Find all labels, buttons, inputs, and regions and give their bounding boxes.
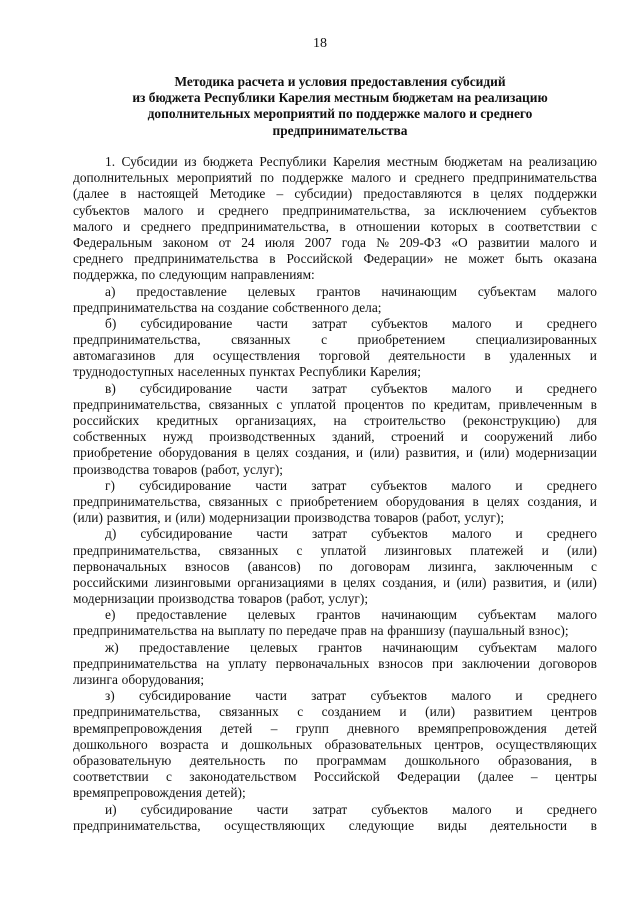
- body-line: времяпрепровождения детей);: [73, 785, 246, 801]
- body-line: 1. Субсидии из бюджета Республики Карелия местным бюджетам на реализацию: [105, 154, 597, 169]
- body-line: е) предоставление целевых грантов начинающим субъектам малого: [105, 607, 597, 623]
- body-line: предпринимательства, связанных с уплатой процентов по кредитам, привлеченным в: [73, 396, 597, 412]
- body-line: российскими лизинговыми организациями в целях создания, и (или) развития, и (или): [73, 574, 597, 590]
- body-line: лизинга оборудования;: [73, 672, 205, 687]
- body-line: дополнительных мероприятий по поддержке малого и среднего предпринимательства: [73, 170, 597, 186]
- body-line: а) предоставление целевых грантов начинающим субъектам малого: [105, 283, 597, 299]
- title-line: из бюджета Республики Карелия местным бюджетам на реализацию: [132, 90, 548, 106]
- body-line: (или) развития, и (или) модернизации производства товаров (работ, услуг);: [73, 510, 505, 526]
- title-line: дополнительных мероприятий по поддержке малого и среднего: [147, 106, 533, 122]
- body-line: предпринимательства на уплату первоначальных взносов при заключении договоров: [73, 655, 597, 671]
- page-number: 18: [313, 36, 327, 51]
- body-line: модернизации производства товаров (работ, услуг);: [73, 591, 369, 607]
- body-line: Федеральным законом от 24 июля 2007 года № 209-ФЗ «О развитии малого и: [73, 234, 597, 250]
- body-line: субъектов малого и среднего предпринимательства, за исключением субъектов: [73, 202, 597, 218]
- body-line: малого и среднего предпринимательства, в отношении которых в соответствии с: [73, 218, 597, 234]
- body-line: производства товаров (работ, услуг);: [73, 461, 284, 477]
- body-line: соответствии с законодательством Российской Федерации (далее – центры: [73, 769, 597, 785]
- body-line: д) субсидирование части затрат субъектов малого и среднего: [105, 526, 597, 542]
- document-title: [80, 74, 600, 139]
- body-line: образовательную деятельность по программам дошкольного образования, в: [73, 752, 597, 768]
- body-line: предпринимательства, связанных с приобретением специализированных: [73, 332, 597, 348]
- body-line: времяпрепровождения детей – групп дневного времяпрепровождения детей: [73, 720, 597, 736]
- body-line: предпринимательства, связанных с созданием и (или) развитием центров: [73, 704, 597, 720]
- body-line: предпринимательства, связанных с приобретением оборудования в целях создания, и: [73, 493, 597, 509]
- body-line: автомагазинов для осуществления торговой деятельности в удаленных и: [73, 348, 597, 364]
- body-line: первоначальных взносов (авансов) по договорам лизинга, заключенным с: [73, 558, 597, 574]
- body-line: российских кредитных организациях, на строительство (реконструкцию) для: [73, 413, 597, 428]
- body-line: дошкольного возраста и дошкольных образовательных центров, осуществляющих: [73, 736, 597, 752]
- body-line: поддержка, по следующим направлениям:: [73, 267, 315, 283]
- body-line: б) субсидирование части затрат субъектов малого и среднего: [105, 315, 597, 331]
- body-line: г) субсидирование части затрат субъектов малого и среднего: [105, 477, 597, 493]
- title-line: Методика расчета и условия предоставления субсидий: [174, 74, 506, 89]
- body-line: предпринимательства на выплату по передаче прав на франшизу (паушальный взнос);: [73, 623, 569, 639]
- body-line: ж) предоставление целевых грантов начинающим субъектам малого: [105, 639, 597, 655]
- body-line: в) субсидирование части затрат субъектов малого и среднего: [105, 380, 597, 396]
- body-line: труднодоступных населенных пунктах Республики Карелия;: [73, 364, 421, 380]
- body-line: предпринимательства на создание собственного дела;: [73, 299, 382, 315]
- body-line: собственных нужд производственных зданий, строений и сооружений либо: [73, 429, 597, 445]
- document-body: [73, 154, 597, 834]
- body-line: з) субсидирование части затрат субъектов малого и среднего: [105, 688, 597, 704]
- body-line: предпринимательства, осуществляющих следующие виды деятельности в: [73, 817, 597, 833]
- title-line: предпринимательства: [272, 122, 408, 138]
- body-line: (далее в настоящей Методике – субсидии) предоставляются в целях поддержки: [73, 186, 597, 202]
- body-line: предпринимательства, связанных с уплатой лизинговых платежей и (или): [73, 542, 597, 558]
- body-line: приобретение оборудования в целях создания, и (или) развития, и (или) модернизации: [73, 445, 597, 461]
- body-line: и) субсидирование части затрат субъектов малого и среднего: [105, 801, 597, 817]
- body-line: среднего предпринимательства в Российской Федерации» не может быть оказана: [73, 251, 597, 267]
